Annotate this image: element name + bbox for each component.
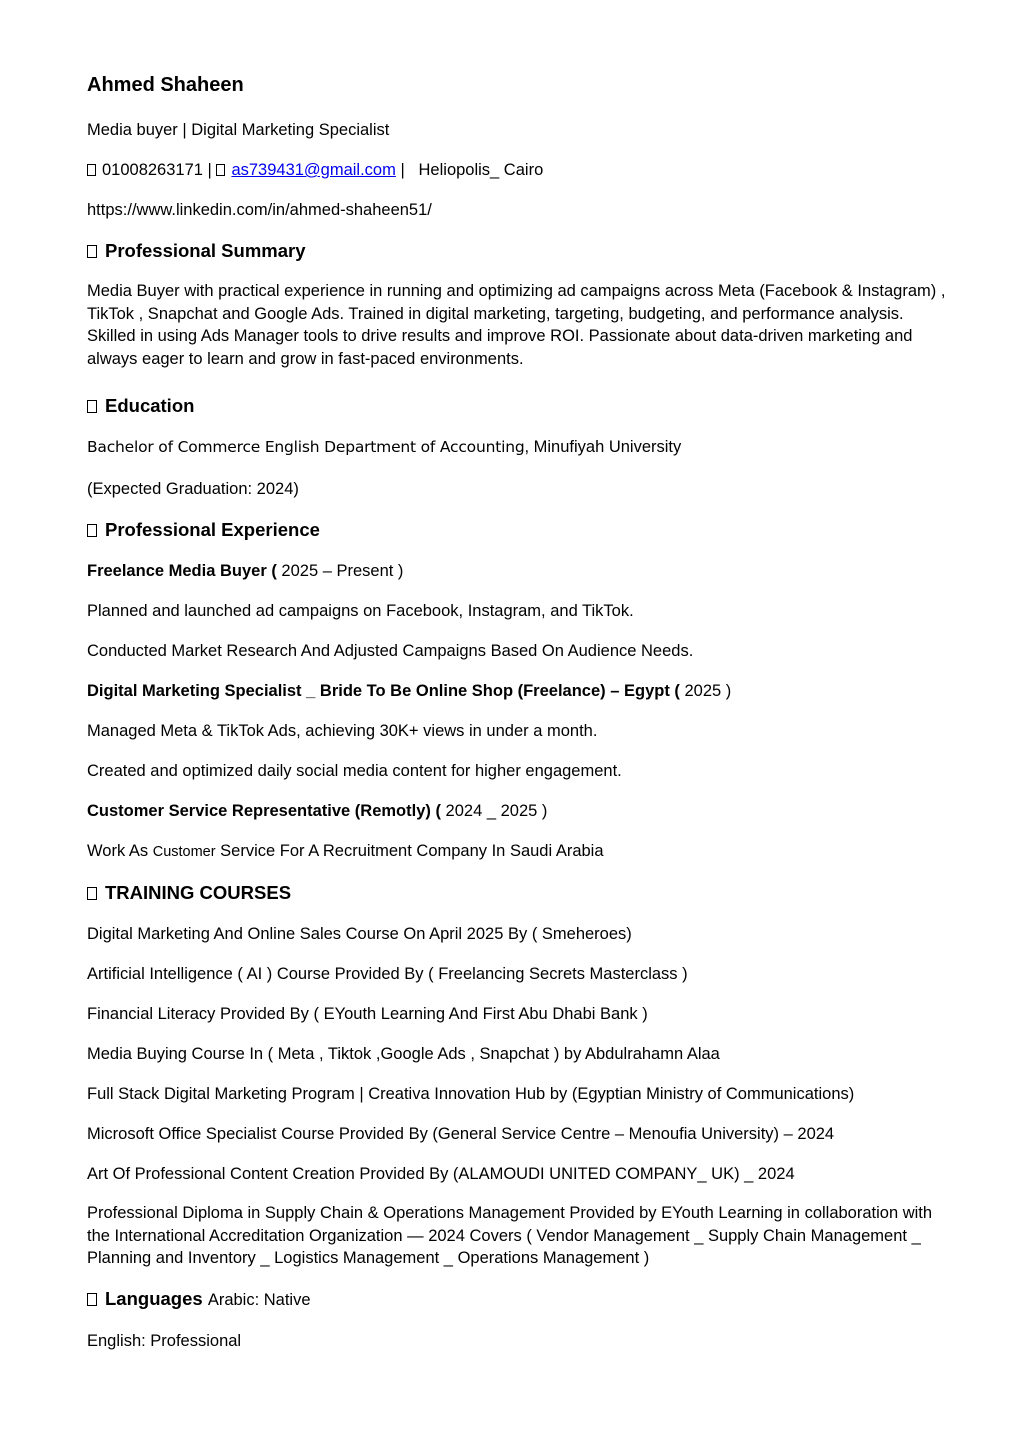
phone-number: 01008263171 — [102, 161, 203, 179]
job-point — [87, 839, 947, 864]
job-period: 2025 ) — [679, 681, 732, 700]
job-heading — [87, 559, 947, 583]
languages-heading-label: Languages — [105, 1287, 203, 1309]
job-period: 2024 _ 2025 ) — [440, 801, 548, 820]
courses-heading-label: TRAINING COURSES — [105, 881, 292, 903]
courses-icon — [87, 887, 97, 900]
summary-heading — [87, 238, 947, 264]
education-degree — [87, 435, 947, 459]
languages-heading — [87, 1286, 947, 1313]
degree-name: Bachelor of Commerce English Department of Accounting — [87, 437, 525, 456]
education-heading-label: Education — [105, 394, 195, 416]
courses-heading — [87, 880, 947, 906]
course-item: Professional Diploma in Supply Chain & Operations Management Provided by EYouth Learning in collaboration with the International Accreditation Organization — 2024 Covers ( Vendor Management _ Supply Chain Management _ Planning and Inventory _ Logistics Management _ Operations Management ) — [87, 1203, 933, 1268]
job-period: 2025 – Present ) — [276, 561, 404, 580]
languages-icon — [87, 1293, 97, 1306]
phone-icon — [87, 164, 96, 176]
job-point-text: Service For A Recruitment Company In Saudi Arabia — [215, 841, 604, 860]
resume-page — [87, 70, 947, 1369]
graduation-date: (Expected Graduation: 2024) — [87, 479, 299, 498]
job-heading — [87, 679, 947, 703]
contact-line — [87, 158, 947, 182]
course-item: Full Stack Digital Marketing Program | Creativa Innovation Hub by (Egyptian Ministry of Communications) — [87, 1084, 855, 1103]
course-item: Artificial Intelligence ( AI ) Course Provided By ( Freelancing Secrets Masterclass ) — [87, 964, 688, 983]
job-point-text: Customer — [152, 843, 216, 860]
job-point: Created and optimized daily social media content for higher engagement. — [87, 761, 622, 780]
language-arabic: Arabic: Native — [207, 1290, 311, 1309]
job-heading — [87, 799, 947, 823]
candidate-name: Ahmed Shaheen — [87, 74, 244, 96]
location: Heliopolis_ Cairo — [418, 161, 544, 179]
job-title-text: Customer Service Representative (Remotly) ( — [87, 801, 441, 820]
course-item: Art Of Professional Content Creation Provided By (ALAMOUDI UNITED COMPANY_ UK) _ 2024 — [87, 1164, 795, 1183]
summary-heading-label: Professional Summary — [105, 240, 306, 261]
course-item: Digital Marketing And Online Sales Course On April 2025 By ( Smeheroes) — [87, 924, 632, 943]
summary-text: Media Buyer with practical experience in running and optimizing ad campaigns across Meta (Facebook & Instagram) , TikTok , Snapchat and Google Ads. Trained in digital marketing, targeting, budgeting, and performance analysis. Skilled in using Ads Manager tools to drive results and improve ROI. Passionate about data-driven marketing and always eager to learn and grow in fast-paced environments. — [87, 282, 946, 369]
job-title-text: Freelance Media Buyer ( — [87, 561, 277, 580]
experience-icon — [87, 524, 97, 537]
course-item: Media Buying Course In ( Meta , Tiktok ,Google Ads , Snapchat ) by Abdulrahamn Alaa — [87, 1044, 720, 1063]
university-name: , Minufiyah University — [524, 437, 682, 456]
education-heading — [87, 393, 947, 419]
experience-heading-label: Professional Experience — [105, 518, 320, 540]
job-point-text: Work As — [87, 841, 153, 860]
email-icon — [216, 164, 225, 176]
contact-separator: | — [207, 161, 212, 179]
job-title: Media buyer | Digital Marketing Specialist — [87, 121, 390, 139]
course-item: Microsoft Office Specialist Course Provided By (General Service Centre – Menoufia University) – 2024 — [87, 1124, 835, 1143]
job-title-text: Digital Marketing Specialist _ Bride To Be Online Shop (Freelance) – Egypt ( — [87, 681, 680, 700]
summary-icon — [87, 245, 97, 258]
language-english: English: Professional — [87, 1331, 242, 1350]
job-point: Managed Meta & TikTok Ads, achieving 30K+ views in under a month. — [87, 721, 598, 740]
education-icon — [87, 400, 97, 413]
course-item: Financial Literacy Provided By ( EYouth Learning And First Abu Dhabi Bank ) — [87, 1004, 648, 1023]
linkedin-url: https://www.linkedin.com/in/ahmed-shaheen51/ — [87, 201, 432, 219]
contact-separator: | — [400, 161, 405, 179]
experience-heading — [87, 517, 947, 543]
job-point: Conducted Market Research And Adjusted Campaigns Based On Audience Needs. — [87, 641, 694, 660]
email-link[interactable]: as739431@gmail.com — [231, 161, 396, 179]
job-point: Planned and launched ad campaigns on Facebook, Instagram, and TikTok. — [87, 601, 634, 620]
